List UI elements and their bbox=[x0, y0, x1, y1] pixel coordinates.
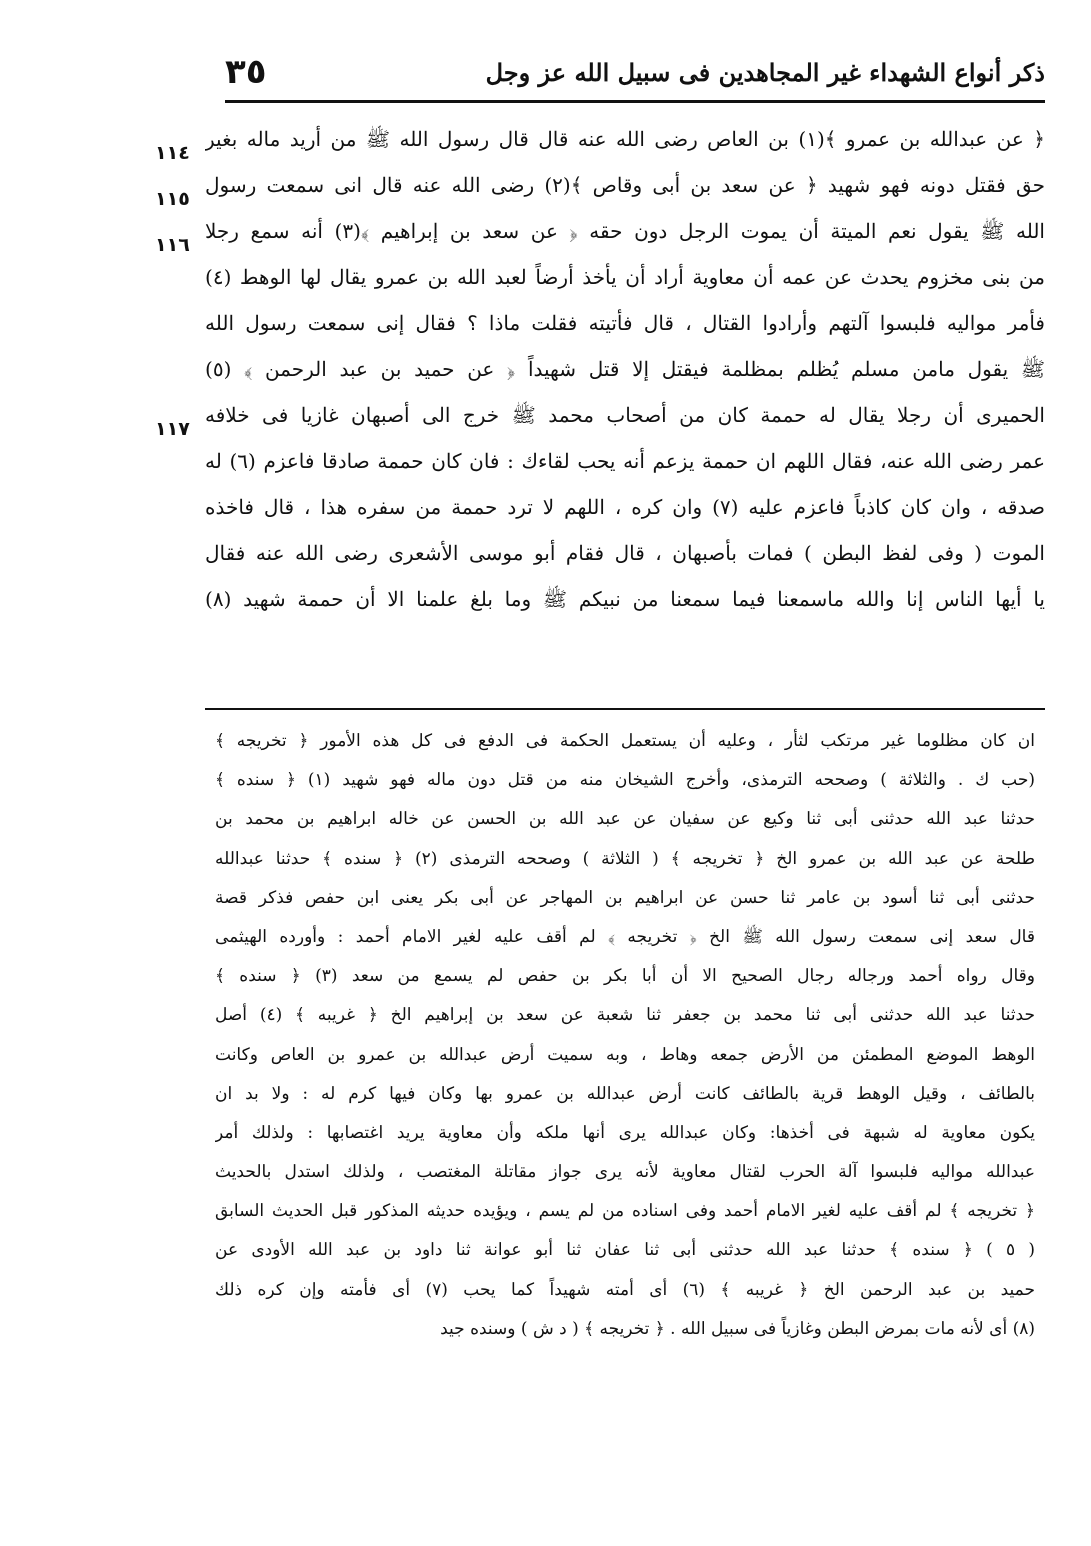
main-text bbox=[205, 116, 1045, 622]
footnote-line: (حب ك . والثلاثة ) وصححه الترمذى، وأخرج الشيخان منه من قتل دون ماله فهو شهيد (١) ﴿ سنده ﴾ bbox=[215, 770, 1035, 791]
page-number: ٣٥ bbox=[225, 52, 267, 92]
main-line: من بنى مخزوم يحدث عن عمه أن معاوية أراد أن يأخذ أرضاً لعبد الله بن عمرو يقال لها الوهط (٤) bbox=[205, 265, 1045, 289]
footnote-separator bbox=[205, 708, 1045, 710]
footnote-line: عبدالله مواليه فلبسوا آلة الحرب لقتال معاوية لأنه يرى جواز مقاتلة المغتصب ، ولذلك استدل بالحديث bbox=[215, 1162, 1035, 1183]
main-line: ﷺ يقول مامن مسلم يُظلم بمظلمة فيقتل إلا قتل شهيداً ﴿ عن حميد بن عبد الرحمن ﴾ (٥) bbox=[205, 357, 1045, 381]
footnote-line: (٨) أى لأنه مات بمرض البطن وغازياً فى سبيل الله . ﴿ تخريجه ﴾ ( د ش ) وسنده جيد bbox=[440, 1318, 1035, 1339]
hadith-number-116: ١١٦ bbox=[155, 234, 190, 256]
footnote-line: بالطائف ، وقيل الوهط قرية بالطائف كانت أرض عبدالله بن عمرو بها وكان فيها كرم له : ولا بد ان bbox=[215, 1083, 1035, 1104]
footnotes bbox=[215, 722, 1035, 1349]
chapter-title: ذكر أنواع الشهداء غير المجاهدين فى سبيل الله عز وجل bbox=[485, 58, 1045, 87]
header-rule bbox=[225, 100, 1045, 103]
footnote-line: قال سعد إنى سمعت رسول الله ﷺ الخ ﴿ تخريجه ﴾ لم أقف عليه لغير الامام أحمد : وأورده الهيثمى bbox=[215, 926, 1035, 947]
main-line: صدقه ، وان كان كاذباً فاعزم عليه (٧) وان كره ، اللهم لا ترد حممة من سفره هذا ، قال فاخذه bbox=[205, 495, 1045, 519]
footnote-line: طلحة عن عبد الله بن عمرو الخ ﴿ تخريجه ﴾ ( الثلاثة ) وصححه الترمذى (٢) ﴿ سنده ﴾ حدثنا عبدالله bbox=[215, 848, 1035, 869]
main-line: ﴿ عن عبدالله بن عمرو ﴾(١) بن العاص رضى الله عنه قال قال رسول الله ﷺ من أريد ماله بغير bbox=[205, 127, 1045, 151]
main-line: حق فقتل دونه فهو شهيد ﴿ عن سعد بن أبى وقاص ﴾(٢) رضى الله عنه قال انى سمعت رسول bbox=[205, 173, 1045, 197]
footnote-line: ان كان مظلوما غير مرتكب لثأر ، وعليه أن يستعمل الحكمة فى الدفع فى كل هذه الأمور ﴿ تخريجه ﴾ bbox=[215, 731, 1035, 751]
footnote-line: حدثنا عبد الله حدثنى أبى ثنا محمد بن جعفر ثنا شعبة عن سعد بن إبراهيم الخ ﴿ غريبه ﴾ (٤) أصل bbox=[215, 1005, 1035, 1026]
footnote-line: حدثنا عبد الله حدثنى أبى ثنا وكيع عن سفيان عن عبد الله بن الحسن عن خاله ابراهيم بن محمد بن bbox=[215, 809, 1035, 830]
footnote-line: حدثنى أبى ثنا أسود بن عامر ثنا حسن عن ابراهيم بن المهاجر عن أبى بكر يعنى ابن حفص فذكر قصة bbox=[215, 887, 1035, 908]
footnote-line: الوهط الموضع المطمئن من الأرض جمعه وهاط ، وبه سميت أرض عبدالله بن عمرو بن العاص وكانت bbox=[215, 1044, 1035, 1065]
main-line: عمر رضى الله عنه، فقال اللهم ان حممة يزعم أنه يحب لقاءك : فان كان حممة صادقا فاعزم (٦) له bbox=[205, 449, 1045, 473]
footnote-line: ( ٥ ) ﴿ سنده ﴾ حدثنا عبد الله حدثنى أبى ثنا عفان ثنا أبو عوانة ثنا داود بن عبد الله الأودى عن bbox=[215, 1240, 1035, 1261]
footnote-line: يكون معاوية له شبهة فى أخذها: وكان عبدالله يرى أنها ملكه وأن معاوية يريد اغتصابها : ولذلك أمر bbox=[215, 1122, 1035, 1143]
main-line: فأمر مواليه فلبسوا آلتهم وأرادوا القتال ، قال فأتيته فقلت ماذا ؟ فقال إنى سمعت رسول الله bbox=[205, 311, 1045, 335]
footnote-line: حميد بن عبد الرحمن الخ ﴿ غريبه ﴾ (٦) أى أمته شهيداً كما يحب (٧) أى فأمته وإن كره ذلك bbox=[215, 1279, 1035, 1300]
footnote-line: وقال رواه أحمد ورجاله رجال الصحيح الا أن أبا بكر بن حفص لم يسمع من سعد (٣) ﴿ سنده ﴾ bbox=[215, 966, 1035, 987]
footnote-line: ﴿ تخريجه ﴾ لم أقف عليه لغير الامام أحمد وفى اسناده من لم يسم ، ويؤيده حديثه المذكور قبل الحديث السابق bbox=[215, 1201, 1035, 1222]
main-line: الموت ( وفى لفظ البطن ) فمات بأصبهان ، قال فقام أبو موسى الأشعرى رضى الله عنه فقال bbox=[205, 541, 1045, 565]
hadith-number-115: ١١٥ bbox=[155, 188, 190, 210]
hadith-number-117: ١١٧ bbox=[155, 418, 190, 440]
hadith-number-114: ١١٤ bbox=[155, 142, 190, 164]
main-line: الحميرى أن رجلا يقال له حممة كان من أصحاب محمد ﷺ خرج الى أصبهان غازيا فى خلافه bbox=[205, 403, 1045, 427]
main-line: يا أيها الناس إنا والله ماسمعنا فيما سمعنا من نبيكم ﷺ وما بلغ علمنا الا أن حممة شهيد (٨) bbox=[205, 587, 1045, 611]
running-header bbox=[225, 52, 1045, 98]
main-line: الله ﷺ يقول نعم الميتة أن يموت الرجل دون حقه ﴿ عن سعد بن إبراهيم ﴾(٣) أنه سمع رجلا bbox=[205, 219, 1045, 243]
